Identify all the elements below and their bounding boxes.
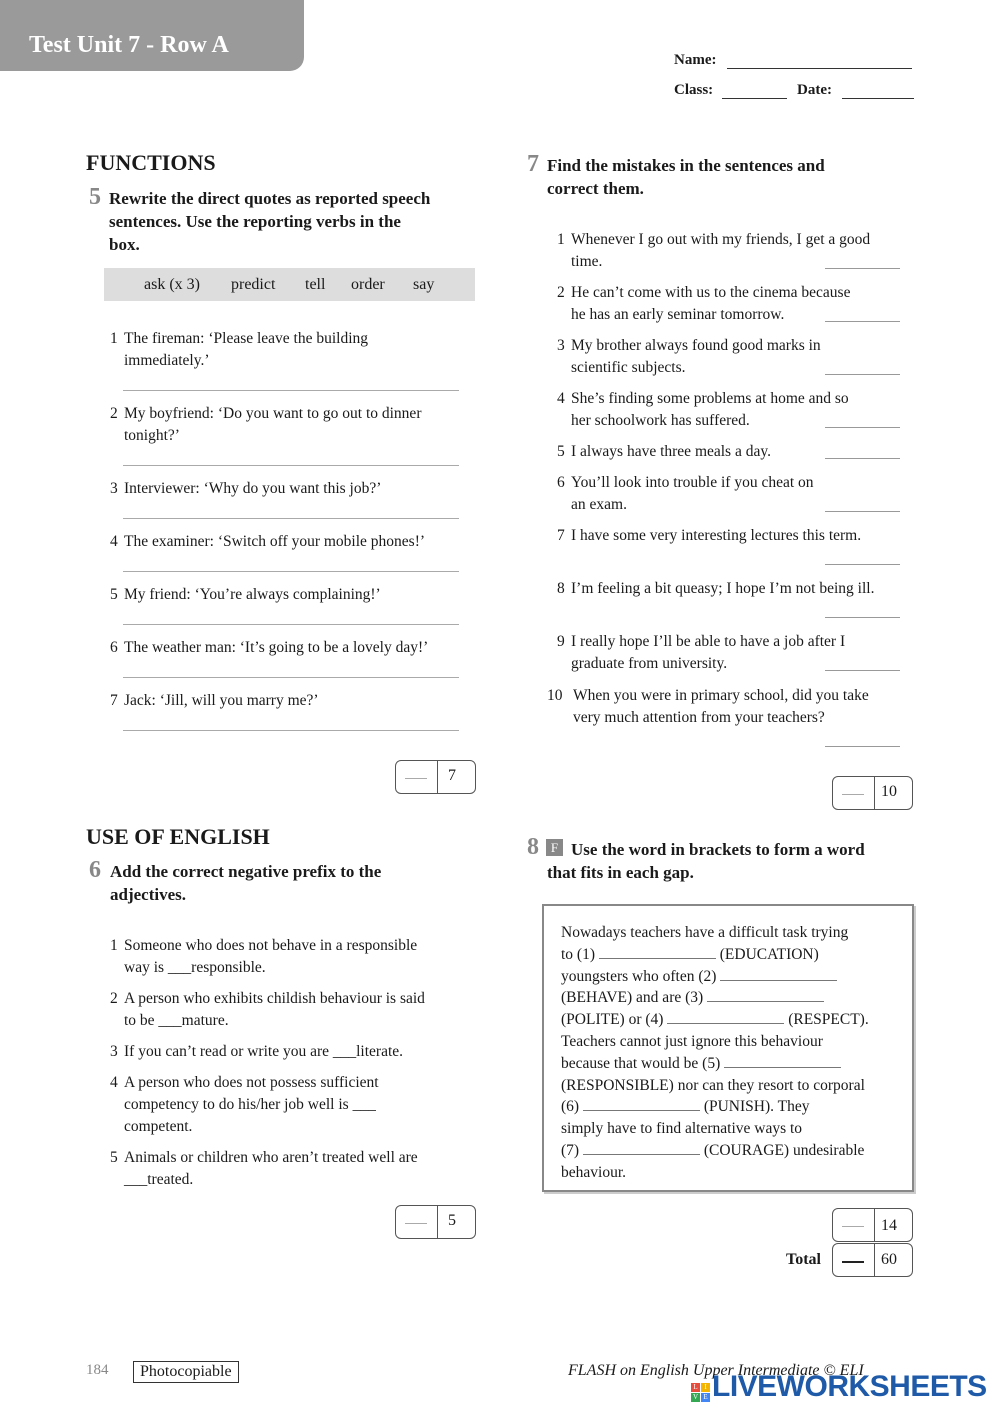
ex7-answer-line[interactable] — [825, 670, 900, 671]
date-field[interactable] — [842, 98, 914, 99]
ex5-score-max: 7 — [448, 767, 456, 784]
ex7-item-text: My brother always found good marks in scientific subjects. — [571, 337, 821, 376]
ex6-score-box[interactable] — [395, 1205, 476, 1239]
ex6-item-text: Someone who does not behave in a responsible way is ___responsible. — [124, 937, 418, 976]
exercise-6-number: 6 — [89, 857, 101, 883]
unit-title-tab — [0, 0, 304, 71]
gap-2[interactable] — [720, 980, 837, 981]
name-field[interactable] — [727, 68, 912, 69]
verb-ask: ask (x 3) — [144, 276, 200, 293]
ex5-item-text: Interviewer: ‘Why do you want this job?’ — [124, 480, 382, 497]
ex7-answer-line[interactable] — [825, 511, 900, 512]
word-formation-text: Nowadays teachers have a difficult task trying to (1) (EDUCATION) youngsters who often (2) (BEHAVE) and are (3) (POLITE) or (4) (RESPECT). Teachers cannot just ignore this behaviour because that would be (5) (RESPONSIBLE) nor can they resort to corporal (6) (PUNISH). They simply have to find alternative ways to (7) (COURAGE) undesirable behaviour. — [561, 924, 869, 1181]
use-of-english-heading: USE OF ENGLISH — [86, 824, 270, 849]
total-score-max: 60 — [881, 1251, 897, 1268]
ex5-score-box[interactable] — [395, 760, 476, 794]
exercise-5-instructions: Rewrite the direct quotes as reported speech sentences. Use the reporting verbs in the box. — [109, 189, 431, 254]
ex7-item: 3 — [557, 337, 565, 354]
ex8-score-max: 14 — [881, 1217, 897, 1234]
ex6-item-text: A person who exhibits childish behaviour is said to be ___mature. — [124, 990, 425, 1029]
ex6-item-text: A person who does not possess sufficient competency to do his/her job well is ___ competent. — [124, 1074, 379, 1135]
ex7-item-text: I have some very interesting lectures this term. — [571, 527, 862, 544]
gap-6[interactable] — [583, 1110, 700, 1111]
ex7-item: 8 — [557, 580, 565, 597]
ex6-item: 3 — [110, 1043, 118, 1060]
ex7-item-text: I’m feeling a bit queasy; I hope I’m not being ill. — [571, 580, 875, 597]
ex6-item: 2 — [110, 990, 118, 1007]
ex8-score-box[interactable] — [832, 1208, 913, 1242]
ex5-item: 1 — [110, 330, 118, 347]
verb-order: order — [351, 276, 385, 293]
date-label: Date: — [797, 82, 832, 98]
class-field[interactable] — [722, 98, 787, 99]
ex7-answer-line[interactable] — [825, 617, 900, 618]
ex7-item-text: He can’t come with us to the cinema because he has an early seminar tomorrow. — [571, 284, 851, 323]
ex7-item-text: I always have three meals a day. — [571, 443, 771, 460]
verb-predict: predict — [231, 276, 276, 293]
ex5-item-text: My boyfriend: ‘Do you want to go out to dinner tonight?’ — [124, 405, 422, 444]
ex7-item: 2 — [557, 284, 565, 301]
exercise-5-number: 5 — [89, 184, 101, 210]
gap-3[interactable] — [707, 1001, 824, 1002]
ex7-item: 9 — [557, 633, 565, 650]
ex6-item-text: Animals or children who aren’t treated well are ___treated. — [124, 1149, 418, 1188]
ex6-item: 1 — [110, 937, 118, 954]
ex5-answer-line[interactable] — [123, 677, 459, 678]
ex5-item: 6 — [110, 639, 118, 656]
ex7-item: 4 — [557, 390, 565, 407]
exercise-7-instructions: Find the mistakes in the sentences and correct them. — [547, 156, 825, 198]
footer-credit: FLASH on English Upper Intermediate © ELI — [568, 1362, 864, 1379]
ex5-answer-line[interactable] — [123, 571, 459, 572]
ex5-answer-line[interactable] — [123, 624, 459, 625]
reporting-verbs-box — [104, 268, 475, 301]
ex7-item-text: Whenever I go out with my friends, I get a good time. — [571, 231, 871, 270]
total-score-box[interactable] — [832, 1243, 913, 1277]
live-tiles-icon: L I V E — [691, 1383, 710, 1402]
ex5-item-text: My friend: ‘You’re always complaining!’ — [124, 586, 381, 603]
ex7-item-text: She’s finding some problems at home and so her schoolwork has suffered. — [571, 390, 849, 429]
ex7-answer-line[interactable] — [825, 564, 900, 565]
gap-7[interactable] — [583, 1154, 700, 1155]
page-number: 184 — [86, 1362, 109, 1378]
name-label: Name: — [674, 52, 717, 68]
ex5-item: 7 — [110, 692, 118, 709]
functions-heading: FUNCTIONS — [86, 150, 216, 175]
ex7-answer-line[interactable] — [825, 427, 900, 428]
ex7-item: 5 — [557, 443, 565, 460]
class-label: Class: — [674, 82, 714, 98]
ex6-score-max: 5 — [448, 1212, 456, 1229]
exercise-8-number: 8 — [527, 834, 539, 860]
photocopiable-label: Photocopiable — [133, 1361, 239, 1383]
ex7-item-text: You’ll look into trouble if you cheat on an exam. — [571, 474, 814, 513]
format-badge: F — [546, 839, 569, 857]
ex5-item: 4 — [110, 533, 118, 550]
exercise-6-instructions: Add the correct negative prefix to the adjectives. — [110, 862, 382, 904]
unit-title: Test Unit 7 - Row A — [29, 32, 229, 58]
ex7-item: 6 — [557, 474, 565, 491]
ex6-item: 5 — [110, 1149, 118, 1166]
ex7-answer-line[interactable] — [825, 746, 900, 747]
ex7-item: 7 — [557, 527, 565, 544]
verb-tell: tell — [305, 276, 326, 293]
ex7-score-box[interactable] — [832, 776, 913, 810]
ex7-item-text: When you were in primary school, did you take very much attention from your teachers? — [573, 687, 869, 726]
verb-say: say — [413, 276, 435, 293]
ex7-answer-line[interactable] — [825, 321, 900, 322]
gap-1[interactable] — [599, 958, 716, 959]
exercise-8-instr-line2: that fits in each gap. — [547, 863, 694, 882]
ex5-answer-line[interactable] — [123, 390, 459, 391]
ex5-answer-line[interactable] — [123, 465, 459, 466]
ex7-item: 10 — [547, 687, 563, 704]
ex7-answer-line[interactable] — [825, 374, 900, 375]
ex5-item: 2 — [110, 405, 118, 422]
ex5-item: 5 — [110, 586, 118, 603]
exercise-7-number: 7 — [527, 151, 539, 177]
ex7-item-text: I really hope I’ll be able to have a job after I graduate from university. — [571, 633, 846, 672]
gap-5[interactable] — [724, 1067, 841, 1068]
word-formation-text-box — [542, 904, 914, 1192]
ex5-item-text: Jack: ‘Jill, will you marry me?’ — [124, 692, 319, 709]
ex5-answer-line[interactable] — [123, 730, 459, 731]
ex6-item-text: If you can’t read or write you are ___literate. — [124, 1043, 404, 1060]
ex7-item: 1 — [557, 231, 565, 248]
ex7-answer-line[interactable] — [825, 458, 900, 459]
liveworksheets-brand: LIVEWORKSHEETS — [712, 1370, 987, 1403]
gap-4[interactable] — [667, 1023, 784, 1024]
ex5-answer-line[interactable] — [123, 518, 459, 519]
liveworksheets-logo — [691, 1370, 987, 1404]
ex5-item-text: The fireman: ‘Please leave the building immediately.’ — [124, 330, 369, 369]
ex5-item: 3 — [110, 480, 118, 497]
ex7-answer-line[interactable] — [825, 268, 900, 269]
ex7-score-max: 10 — [881, 783, 897, 800]
ex5-item-text: The weather man: ‘It’s going to be a lovely day!’ — [124, 639, 429, 656]
ex6-item: 4 — [110, 1074, 118, 1091]
ex5-item-text: The examiner: ‘Switch off your mobile phones!’ — [124, 533, 426, 550]
exercise-8-instr-line1: Use the word in brackets to form a word — [571, 840, 865, 859]
total-label: Total — [786, 1251, 821, 1268]
